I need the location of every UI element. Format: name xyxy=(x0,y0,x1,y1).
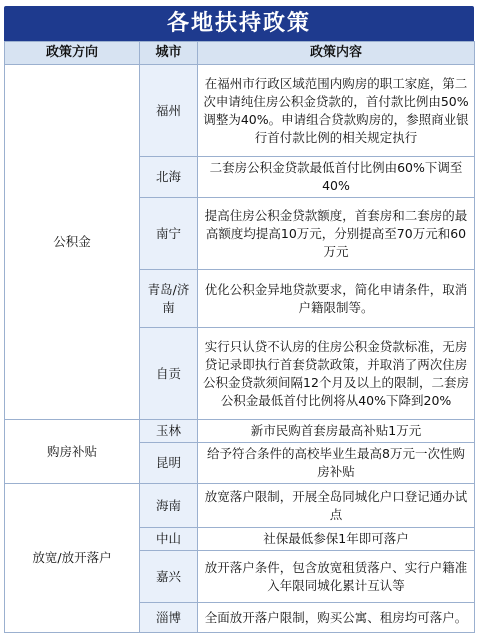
city-cell: 海南 xyxy=(140,484,198,528)
table-row xyxy=(5,65,475,157)
city-cell: 昆明 xyxy=(140,443,198,484)
table-row xyxy=(5,484,475,528)
city-cell: 南宁 xyxy=(140,198,198,270)
city-cell: 玉林 xyxy=(140,420,198,443)
policy-content-cell: 优化公积金异地贷款要求，简化申请条件，取消户籍限制等。 xyxy=(198,270,475,328)
city-cell: 青岛/济南 xyxy=(140,270,198,328)
city-cell: 北海 xyxy=(140,157,198,198)
header-city: 城市 xyxy=(140,42,198,65)
category-housing-fund: 公积金 xyxy=(5,65,140,420)
header-policy-direction: 政策方向 xyxy=(5,42,140,65)
policy-content-cell: 放宽落户限制，开展全岛同城化户口登记通办试点 xyxy=(198,484,475,528)
category-relaxed-settlement: 放宽/放开落户 xyxy=(5,484,140,633)
city-cell: 淄博 xyxy=(140,603,198,633)
header-policy-content: 政策内容 xyxy=(198,42,475,65)
table-title: 各地扶持政策 xyxy=(4,6,474,41)
table-row xyxy=(5,420,475,443)
policy-content-cell: 社保最低参保1年即可落户 xyxy=(198,528,475,551)
city-cell: 自贡 xyxy=(140,328,198,420)
policy-content-cell: 新市民购首套房最高补贴1万元 xyxy=(198,420,475,443)
city-cell: 中山 xyxy=(140,528,198,551)
policy-content-cell: 放开落户条件，包含放宽租赁落户、实行户籍准入年限同城化累计互认等 xyxy=(198,551,475,603)
policy-content-cell: 二套房公积金贷款最低首付比例由60%下调至40% xyxy=(198,157,475,198)
policy-table-card xyxy=(4,6,474,633)
policy-table xyxy=(4,41,475,633)
city-cell: 嘉兴 xyxy=(140,551,198,603)
policy-content-cell: 实行只认贷不认房的住房公积金贷款标准，无房贷记录即执行首套贷款政策，并取消了两次住房公积金贷款须间隔12个月及以上的限制，二套房公积金最低首付比例将从40%下降到20% xyxy=(198,328,475,420)
policy-content-cell: 全面放开落户限制，购买公寓、租房均可落户。 xyxy=(198,603,475,633)
policy-content-cell: 给予符合条件的高校毕业生最高8万元一次性购房补贴 xyxy=(198,443,475,484)
category-purchase-subsidy: 购房补贴 xyxy=(5,420,140,484)
city-cell: 福州 xyxy=(140,65,198,157)
policy-content-cell: 在福州市行政区域范围内购房的职工家庭，第二次申请纯住房公积金贷款的，首付款比例由50%调整为40%。申请组合贷款购房的，参照商业银行首付款比例的相关规定执行 xyxy=(198,65,475,157)
header-row xyxy=(5,42,475,65)
policy-content-cell: 提高住房公积金贷款额度，首套房和二套房的最高额度均提高10万元，分别提高至70万元和60万元 xyxy=(198,198,475,270)
